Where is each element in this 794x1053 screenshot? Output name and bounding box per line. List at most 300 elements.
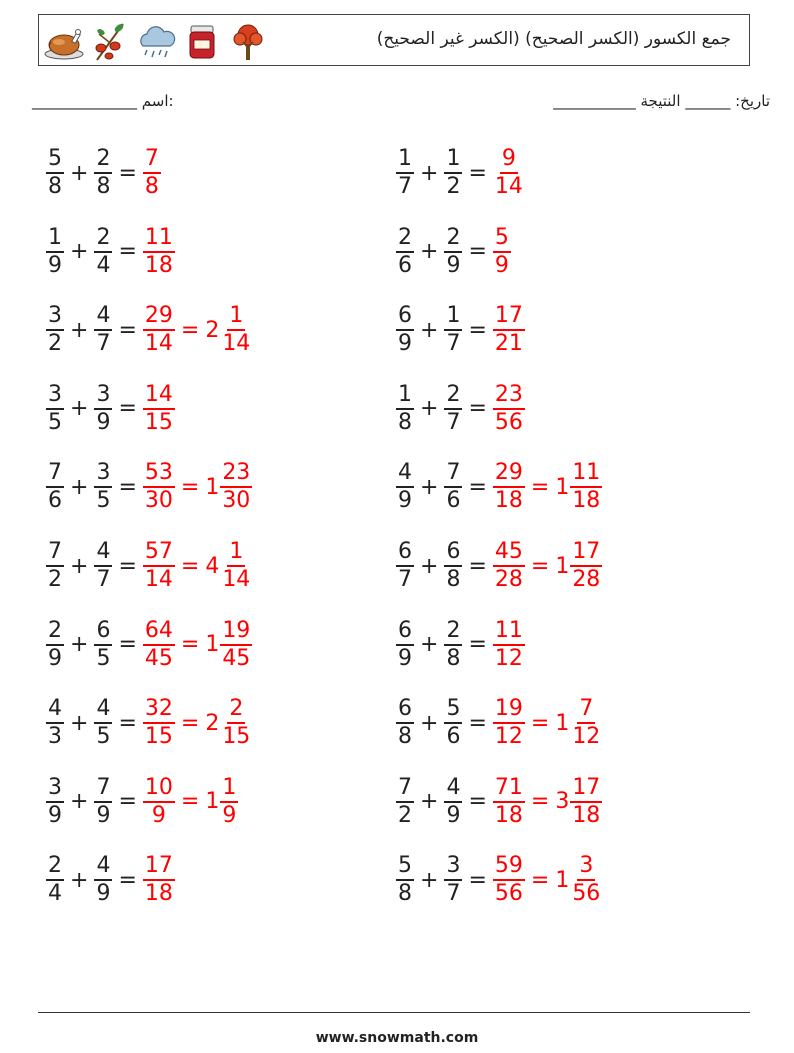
answer-fraction-numerator: 11 [143, 225, 175, 253]
addend-fraction-numerator: 3 [46, 382, 64, 410]
answer-fraction-numerator: 11 [493, 618, 525, 646]
mixed-fraction-denominator: 12 [572, 724, 601, 750]
addend-fraction [396, 618, 414, 672]
addend-fraction-denominator: 7 [446, 331, 461, 357]
answer-fraction [143, 853, 175, 907]
addend-fraction-numerator: 6 [396, 618, 414, 646]
problem-item [396, 847, 602, 913]
addend-fraction-denominator: 9 [96, 881, 111, 907]
addend-fraction [46, 853, 64, 907]
addend-fraction [46, 618, 64, 672]
mixed-fraction-numerator: 17 [570, 539, 602, 567]
addend-fraction-numerator: 3 [94, 460, 112, 488]
mixed-fraction [220, 539, 252, 593]
addend-fraction-numerator: 7 [46, 539, 64, 567]
answer-fraction-denominator: 15 [144, 724, 173, 750]
equals-sign: = [468, 710, 487, 736]
addend-fraction-numerator: 2 [444, 618, 462, 646]
addend-fraction-numerator: 2 [94, 146, 112, 174]
addend-fraction-denominator: 5 [96, 488, 111, 514]
answer-fraction [493, 382, 525, 436]
problem-item [46, 140, 161, 206]
equals-sign: = [180, 474, 200, 500]
answer-fraction [143, 225, 175, 279]
answer-fraction [143, 696, 175, 750]
mixed-fraction-denominator: 14 [222, 331, 251, 357]
answer-fraction-denominator: 8 [144, 174, 159, 199]
answer-fraction [493, 539, 525, 593]
plus-sign: + [70, 474, 89, 500]
addend-fraction-numerator: 4 [94, 853, 112, 881]
addend-fraction-numerator: 6 [94, 618, 112, 646]
answer-fraction-denominator: 21 [494, 331, 523, 357]
answer-fraction-denominator: 14 [494, 174, 523, 199]
equals-sign: = [530, 553, 550, 579]
mixed-whole-number: 2 [205, 710, 220, 736]
addend-fraction-numerator: 4 [396, 460, 414, 488]
addend-fraction-numerator: 2 [46, 618, 64, 646]
problem-item [396, 219, 511, 285]
plus-sign: + [70, 160, 89, 186]
plus-sign: + [420, 317, 439, 343]
addend-fraction-denominator: 8 [96, 174, 111, 199]
plus-sign: + [70, 632, 89, 658]
problem-item [46, 612, 252, 678]
equals-sign: = [118, 160, 137, 186]
addend-fraction-numerator: 7 [444, 460, 462, 488]
addend-fraction-denominator: 9 [96, 802, 111, 828]
addend-fraction-denominator: 9 [48, 252, 62, 278]
addend-fraction [444, 618, 462, 672]
equals-sign: = [468, 632, 487, 658]
addend-fraction-denominator: 5 [96, 645, 111, 671]
problem-item [396, 612, 525, 678]
addend-fraction-numerator: 4 [46, 696, 64, 724]
addend-fraction-numerator: 1 [444, 146, 462, 174]
addend-fraction-denominator: 8 [446, 567, 461, 592]
addend-fraction-denominator: 9 [398, 645, 412, 671]
equals-sign: = [530, 474, 550, 500]
equals-sign: = [530, 710, 550, 736]
plus-sign: + [420, 632, 439, 658]
equals-sign: = [118, 239, 137, 265]
addend-fraction-numerator: 2 [396, 225, 414, 253]
addend-fraction-denominator: 6 [446, 488, 461, 514]
addend-fraction-denominator: 7 [398, 174, 412, 199]
footer-divider [38, 1012, 750, 1013]
answer-fraction-denominator: 45 [144, 645, 173, 671]
mixed-fraction-numerator: 1 [220, 775, 238, 803]
addend-fraction [46, 146, 64, 200]
equals-sign: = [180, 553, 200, 579]
problem-item [396, 376, 525, 442]
answer-fraction-denominator: 9 [494, 252, 509, 278]
mixed-fraction-denominator: 14 [222, 567, 251, 592]
addend-fraction [444, 146, 462, 200]
problem-item [46, 454, 252, 520]
addend-fraction [94, 382, 112, 436]
answer-fraction-denominator: 18 [494, 488, 523, 514]
plus-sign: + [420, 867, 439, 893]
addend-fraction [46, 303, 64, 357]
mixed-fraction [220, 303, 252, 357]
addend-fraction [396, 539, 414, 593]
mixed-fraction-denominator: 15 [222, 724, 251, 750]
addend-fraction [396, 146, 414, 200]
addend-fraction-numerator: 1 [444, 303, 462, 331]
answer-fraction-numerator: 17 [143, 853, 175, 881]
equals-sign: = [468, 867, 487, 893]
problem-item [396, 533, 602, 599]
addend-fraction [444, 539, 462, 593]
addend-fraction [94, 303, 112, 357]
answer-fraction-denominator: 9 [151, 802, 166, 828]
answer-fraction-numerator: 59 [493, 853, 525, 881]
plus-sign: + [70, 396, 89, 422]
addend-fraction-numerator: 7 [396, 775, 414, 803]
addend-fraction-numerator: 4 [94, 696, 112, 724]
addend-fraction [396, 696, 414, 750]
addend-fraction [396, 853, 414, 907]
answer-fraction-denominator: 30 [144, 488, 173, 514]
mixed-fraction-numerator: 7 [577, 696, 595, 724]
mixed-fraction [570, 539, 602, 593]
equals-sign: = [468, 789, 487, 815]
answer-fraction-denominator: 18 [494, 802, 523, 828]
addend-fraction-denominator: 8 [398, 409, 412, 435]
equals-sign: = [180, 317, 200, 343]
problem-item [46, 533, 252, 599]
plus-sign: + [420, 710, 439, 736]
addend-fraction-numerator: 3 [46, 775, 64, 803]
answer-fraction-numerator: 45 [493, 539, 525, 567]
addend-fraction-denominator: 5 [96, 724, 111, 750]
equals-sign: = [118, 789, 137, 815]
addend-fraction [444, 303, 462, 357]
mixed-whole-number: 4 [205, 553, 220, 579]
addend-fraction-numerator: 4 [94, 303, 112, 331]
equals-sign: = [468, 396, 487, 422]
addend-fraction-numerator: 7 [94, 775, 112, 803]
addend-fraction [94, 853, 112, 907]
mixed-fraction-denominator: 9 [222, 802, 237, 828]
mixed-whole-number: 1 [205, 789, 220, 815]
addend-fraction-numerator: 4 [444, 775, 462, 803]
addend-fraction-denominator: 6 [446, 724, 461, 750]
mixed-fraction-numerator: 1 [227, 303, 245, 331]
answer-fraction-numerator: 19 [493, 696, 525, 724]
mixed-fraction-denominator: 18 [572, 802, 601, 828]
plus-sign: + [70, 317, 89, 343]
addend-fraction-denominator: 2 [48, 331, 62, 357]
problem-item [396, 690, 602, 756]
date-blank: ______ [685, 92, 731, 110]
addend-fraction-denominator: 9 [96, 409, 111, 435]
addend-fraction-denominator: 8 [446, 645, 461, 671]
addend-fraction [46, 775, 64, 829]
answer-fraction-numerator: 32 [143, 696, 175, 724]
problem-item [46, 219, 175, 285]
problem-item [46, 297, 252, 363]
answer-fraction-numerator: 10 [143, 775, 175, 803]
mixed-fraction-denominator: 45 [222, 645, 251, 671]
mixed-fraction-numerator: 23 [220, 460, 252, 488]
answer-fraction-numerator: 17 [493, 303, 525, 331]
equals-sign: = [180, 710, 200, 736]
answer-fraction-denominator: 15 [144, 409, 173, 435]
answer-fraction-denominator: 12 [494, 645, 523, 671]
answer-fraction-numerator: 23 [493, 382, 525, 410]
mixed-whole-number: 1 [555, 710, 570, 736]
answer-fraction [143, 539, 175, 593]
addend-fraction-denominator: 4 [48, 881, 62, 907]
addend-fraction-denominator: 6 [398, 252, 412, 278]
addend-fraction-denominator: 2 [446, 174, 461, 199]
addend-fraction [46, 460, 64, 514]
addend-fraction-numerator: 6 [396, 696, 414, 724]
addend-fraction-numerator: 5 [396, 853, 414, 881]
problem-item [46, 690, 252, 756]
addend-fraction [444, 853, 462, 907]
mixed-whole-number: 1 [555, 474, 570, 500]
answer-fraction-denominator: 12 [494, 724, 523, 750]
mixed-fraction [220, 775, 238, 829]
mixed-whole-number: 1 [205, 474, 220, 500]
addend-fraction [444, 775, 462, 829]
problem-item [46, 847, 175, 913]
addend-fraction-denominator: 9 [446, 802, 461, 828]
addend-fraction [94, 775, 112, 829]
equals-sign: = [468, 239, 487, 265]
equals-sign: = [118, 474, 137, 500]
plus-sign: + [70, 710, 89, 736]
answer-fraction [143, 382, 175, 436]
addend-fraction-numerator: 1 [46, 225, 64, 253]
addend-fraction-numerator: 6 [396, 539, 414, 567]
mixed-fraction-numerator: 19 [220, 618, 252, 646]
problem-item [396, 769, 602, 835]
addend-fraction-numerator: 4 [94, 539, 112, 567]
answer-fraction-denominator: 56 [494, 881, 523, 907]
addend-fraction-numerator: 1 [396, 382, 414, 410]
addend-fraction-denominator: 7 [446, 881, 461, 907]
addend-fraction [396, 303, 414, 357]
answer-fraction [493, 460, 525, 514]
addend-fraction-denominator: 5 [48, 409, 62, 435]
addend-fraction-numerator: 7 [46, 460, 64, 488]
equals-sign: = [468, 474, 487, 500]
mixed-fraction [220, 618, 252, 672]
answer-fraction [493, 225, 511, 279]
mixed-whole-number: 2 [205, 317, 220, 343]
addend-fraction-denominator: 7 [398, 567, 412, 592]
answer-fraction-numerator: 57 [143, 539, 175, 567]
answer-fraction-denominator: 14 [144, 331, 173, 357]
answer-fraction [493, 775, 525, 829]
answer-fraction-numerator: 5 [493, 225, 511, 253]
addend-fraction-denominator: 2 [48, 567, 62, 592]
date-label: تاريخ: [735, 92, 770, 110]
addend-fraction-denominator: 9 [398, 331, 412, 357]
addend-fraction-denominator: 8 [398, 724, 412, 750]
answer-fraction-numerator: 7 [143, 146, 161, 174]
answer-fraction [143, 775, 175, 829]
equals-sign: = [118, 632, 137, 658]
mixed-fraction [570, 853, 602, 907]
equals-sign: = [118, 867, 137, 893]
equals-sign: = [180, 632, 200, 658]
addend-fraction-denominator: 8 [398, 881, 412, 907]
addend-fraction-denominator: 9 [398, 488, 412, 514]
mixed-fraction-denominator: 28 [572, 567, 601, 592]
addend-fraction [94, 225, 112, 279]
mixed-fraction-numerator: 11 [570, 460, 602, 488]
addend-fraction-numerator: 3 [444, 853, 462, 881]
mixed-fraction-numerator: 1 [227, 539, 245, 567]
addend-fraction [94, 460, 112, 514]
addend-fraction [46, 382, 64, 436]
addend-fraction [46, 539, 64, 593]
plus-sign: + [70, 239, 89, 265]
mixed-fraction [570, 775, 602, 829]
answer-fraction-denominator: 18 [144, 881, 173, 907]
addend-fraction-numerator: 1 [396, 146, 414, 174]
answer-fraction-numerator: 9 [500, 146, 518, 174]
addend-fraction-numerator: 2 [444, 225, 462, 253]
mixed-fraction [570, 696, 602, 750]
addend-fraction-denominator: 9 [446, 252, 461, 278]
plus-sign: + [70, 789, 89, 815]
addend-fraction [46, 696, 64, 750]
equals-sign: = [468, 553, 487, 579]
addend-fraction [396, 460, 414, 514]
problem-item [396, 140, 525, 206]
footer-url: www.snowmath.com [315, 1030, 479, 1046]
plus-sign: + [420, 474, 439, 500]
mixed-whole-number: 1 [555, 553, 570, 579]
answer-fraction-numerator: 14 [143, 382, 175, 410]
problem-item [396, 297, 525, 363]
answer-fraction-numerator: 29 [493, 460, 525, 488]
addend-fraction [94, 696, 112, 750]
addend-fraction-numerator: 3 [46, 303, 64, 331]
addend-fraction-numerator: 3 [94, 382, 112, 410]
addend-fraction-numerator: 2 [46, 853, 64, 881]
mixed-whole-number: 1 [205, 632, 220, 658]
answer-fraction [493, 303, 525, 357]
addend-fraction-denominator: 3 [48, 724, 62, 750]
equals-sign: = [530, 867, 550, 893]
mixed-fraction-denominator: 56 [572, 881, 601, 907]
mixed-fraction-denominator: 18 [572, 488, 601, 514]
answer-fraction [493, 853, 525, 907]
mixed-fraction-numerator: 17 [570, 775, 602, 803]
answer-fraction [493, 696, 525, 750]
mixed-fraction-numerator: 3 [577, 853, 595, 881]
answer-fraction-numerator: 29 [143, 303, 175, 331]
addend-fraction-numerator: 2 [94, 225, 112, 253]
equals-sign: = [118, 553, 137, 579]
addend-fraction [444, 382, 462, 436]
addend-fraction-numerator: 2 [444, 382, 462, 410]
addend-fraction-denominator: 8 [48, 174, 62, 199]
mixed-whole-number: 1 [555, 867, 570, 893]
answer-fraction-numerator: 64 [143, 618, 175, 646]
worksheet-title: جمع الكسور (الكسر الصحيح) (الكسر غير الصحيح) [376, 29, 731, 49]
equals-sign: = [118, 317, 137, 343]
addend-fraction-denominator: 7 [446, 409, 461, 435]
plus-sign: + [420, 553, 439, 579]
answer-fraction [143, 146, 161, 200]
addend-fraction-denominator: 9 [48, 645, 62, 671]
answer-fraction-denominator: 56 [494, 409, 523, 435]
addend-fraction [94, 618, 112, 672]
answer-fraction-denominator: 14 [144, 567, 173, 592]
addend-fraction-numerator: 5 [444, 696, 462, 724]
addend-fraction-numerator: 6 [444, 539, 462, 567]
addend-fraction [396, 775, 414, 829]
addend-fraction-denominator: 6 [48, 488, 62, 514]
answer-fraction [143, 460, 175, 514]
equals-sign: = [180, 789, 200, 815]
addend-fraction-denominator: 9 [48, 802, 62, 828]
addend-fraction [396, 225, 414, 279]
addend-fraction-denominator: 4 [96, 252, 111, 278]
plus-sign: + [420, 160, 439, 186]
answer-fraction-numerator: 53 [143, 460, 175, 488]
addend-fraction [94, 146, 112, 200]
addend-fraction-denominator: 7 [96, 567, 111, 592]
addend-fraction [396, 382, 414, 436]
answer-fraction [143, 303, 175, 357]
addend-fraction [444, 225, 462, 279]
plus-sign: + [420, 396, 439, 422]
problem-item [46, 376, 175, 442]
equals-sign: = [118, 396, 137, 422]
plus-sign: + [420, 239, 439, 265]
addend-fraction [444, 696, 462, 750]
mixed-fraction [220, 696, 252, 750]
answer-fraction-denominator: 18 [144, 252, 173, 278]
answer-fraction-denominator: 28 [494, 567, 523, 592]
addend-fraction-denominator: 2 [398, 802, 412, 828]
mixed-whole-number: 3 [555, 789, 570, 815]
addend-fraction [94, 539, 112, 593]
answer-fraction [493, 146, 525, 200]
name-blank: ______________ [32, 92, 137, 110]
mixed-fraction-denominator: 30 [222, 488, 251, 514]
addend-fraction [46, 225, 64, 279]
mixed-fraction [570, 460, 602, 514]
plus-sign: + [70, 867, 89, 893]
answer-fraction-numerator: 71 [493, 775, 525, 803]
equals-sign: = [468, 160, 487, 186]
mixed-fraction [220, 460, 252, 514]
problem-item [46, 769, 238, 835]
addend-fraction-denominator: 7 [96, 331, 111, 357]
score-label: النتيجة [640, 92, 681, 110]
addend-fraction [444, 460, 462, 514]
answer-fraction [143, 618, 175, 672]
score-blank: ___________ [553, 92, 636, 110]
equals-sign: = [468, 317, 487, 343]
name-label: اسم: [141, 92, 174, 110]
plus-sign: + [420, 789, 439, 815]
equals-sign: = [530, 789, 550, 815]
answer-fraction [493, 618, 525, 672]
addend-fraction-numerator: 6 [396, 303, 414, 331]
mixed-fraction-numerator: 2 [227, 696, 245, 724]
